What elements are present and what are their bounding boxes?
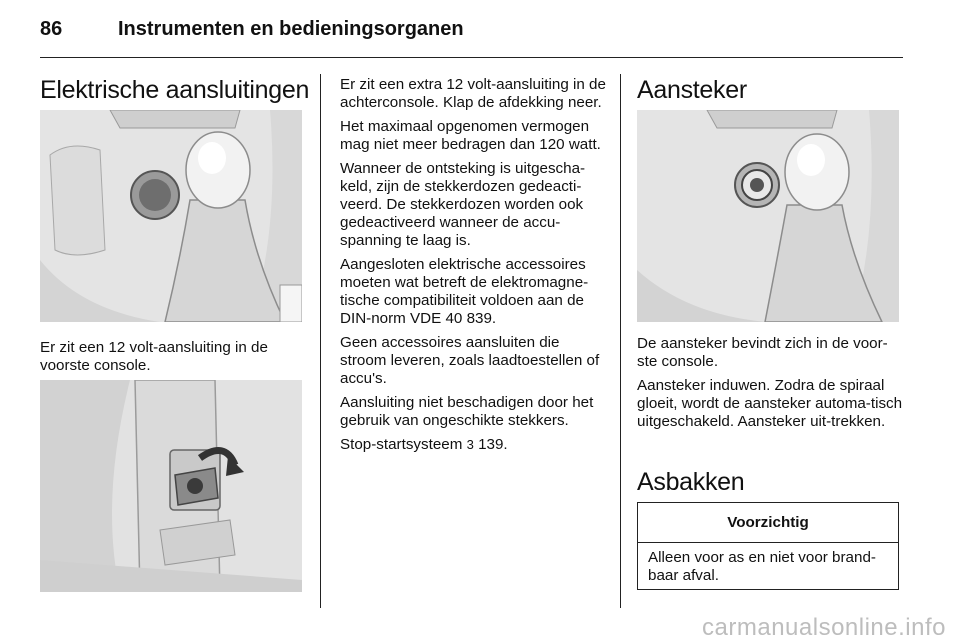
illustration-front-outlet — [40, 110, 302, 322]
paragraph-no-chargers: Geen accessoires aansluiten die stroom leveren, zoals laadtoestellen of accu's. — [340, 334, 600, 387]
section-heading-power-outlets: Elektrische aansluitingen — [40, 76, 310, 104]
chapter-title: Instrumenten en bedieningsorganen — [118, 18, 464, 40]
paragraph-ignition-off: Wanneer de ontsteking is uitgescha-keld, zijn de stekkerdozen gedeacti-veerd. De stekkerdozen worden ook gedeactiveerd wanneer de accu-spanning te laag is. — [340, 160, 586, 249]
page-number: 86 — [40, 18, 63, 40]
illustration-cigarette-lighter — [637, 110, 899, 322]
paragraph-lighter-usage: Aansteker induwen. Zodra de spiraal gloeit, wordt de aansteker automa-tisch uitgeschakeld. Aansteker uit-trekken. — [637, 377, 903, 430]
column-divider-2 — [620, 74, 621, 608]
watermark: carmanualsonline.info — [702, 614, 946, 641]
paragraph-lighter-location: De aansteker bevindt zich in de voor-ste console. — [637, 335, 888, 370]
caution-box — [637, 502, 899, 590]
caption-front-outlet: Er zit een 12 volt-aansluiting in de voorste console. — [40, 339, 268, 374]
column-3 — [637, 76, 903, 105]
paragraph-emc: Aangesloten elektrische accessoires moeten wat betreft de elektromagne-tische compatibiliteit voldoen aan de DIN-norm VDE 40 839. — [340, 256, 589, 327]
column-2 — [340, 76, 606, 460]
crossref-arrow-icon: 3 — [466, 437, 474, 452]
paragraph-no-damage: Aansluiting niet beschadigen door het gebruik van ongeschikte stekkers. — [340, 394, 594, 429]
header-rule — [40, 57, 903, 58]
caution-text: Alleen voor as en niet voor brand-baar afval. — [648, 549, 876, 584]
column-divider-1 — [320, 74, 321, 608]
caution-title: Voorzichtig — [638, 503, 898, 543]
crossref-stop-start[interactable] — [340, 436, 606, 454]
paragraph-max-power: Het maximaal opgenomen vermogen mag niet meer bedragen dan 120 watt. — [340, 118, 601, 153]
crossref-label: Stop-startsysteem — [340, 436, 463, 453]
section-heading-lighter: Aansteker — [637, 76, 747, 104]
crossref-page: 139. — [478, 436, 508, 453]
paragraph-rear-outlet: Er zit een extra 12 volt-aansluiting in de achterconsole. Klap de afdekking neer. — [340, 76, 606, 111]
section-heading-ashtrays: Asbakken — [637, 468, 745, 496]
column-1 — [40, 76, 310, 105]
illustration-rear-outlet — [40, 380, 302, 592]
